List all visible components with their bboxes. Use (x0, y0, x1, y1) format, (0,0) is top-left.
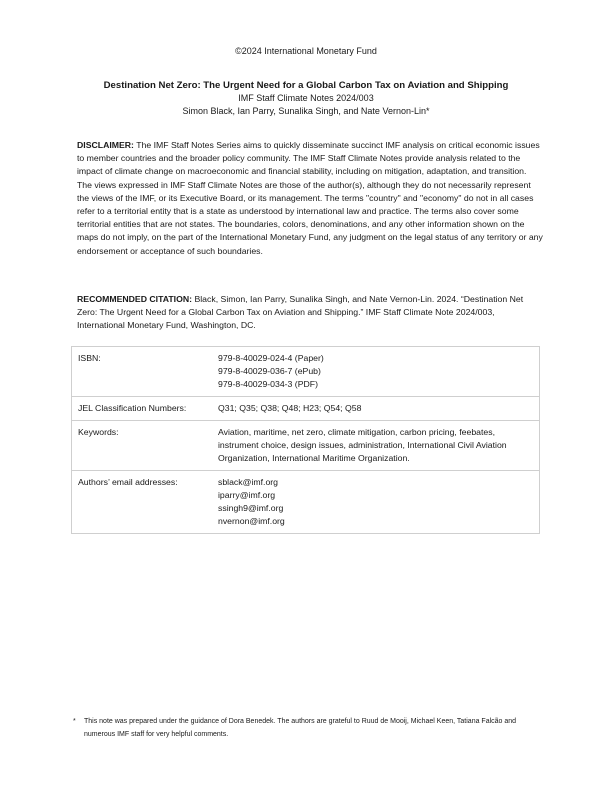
email-link[interactable]: sblack@imf.org (218, 477, 278, 487)
table-row-isbn (72, 347, 540, 397)
disclaimer-text: The IMF Staff Notes Series aims to quickly disseminate succinct IMF analysis on critical economic issues to member countries and the broader policy community. The IMF Staff Climate Notes provide analysis related to the impact of climate change on macroeconomic and financial stability, including on mitigation, adaptation, and transition. The views expressed in IMF Staff Climate Notes are those of the author(s), although they do not necessarily represent the views of the IMF, or its Executive Board, or its management. The terms "country" and "economy" do not in all cases refer to a territorial entity that is a state as understood by international law and practice. The terms also cover some territorial entities that are not states. The boundaries, colors, denominations, and any other information shown on the maps do not imply, on the part of the International Monetary Fund, any judgment on the legal status of any territory or any endorsement or acceptance of such boundaries. (77, 140, 543, 256)
document-title: Destination Net Zero: The Urgent Need for a Global Carbon Tax on Aviation and Shipping (103, 80, 509, 91)
metadata-table (71, 346, 540, 534)
jel-label: JEL Classification Numbers: (72, 397, 213, 421)
isbn-pdf: 979-8-40029-034-3 (PDF) (218, 379, 318, 389)
table-row-keywords (72, 421, 540, 471)
table-row-emails (72, 471, 540, 534)
isbn-values (212, 347, 540, 397)
footnote (73, 716, 543, 741)
emails-values (212, 471, 540, 534)
title-block (0, 79, 612, 118)
jel-value: Q31; Q35; Q38; Q48; H23; Q54; Q58 (212, 397, 540, 421)
series-number: IMF Staff Climate Notes 2024/003 (238, 93, 374, 103)
citation-paragraph (77, 293, 543, 333)
email-link[interactable]: ssingh9@imf.org (218, 503, 284, 513)
citation-label: RECOMMENDED CITATION: (77, 294, 193, 304)
footnote-text: This note was prepared under the guidance of Dora Benedek. The authors are grateful to Ruud de Mooij, Michael Keen, Tatiana Falcão and numerous IMF staff for very helpful comments. (84, 718, 517, 738)
email-link[interactable]: iparry@imf.org (218, 490, 276, 500)
emails-label: Authors’ email addresses: (72, 471, 213, 534)
author-list: Simon Black, Ian Parry, Sunalika Singh, and Nate Vernon-Lin* (182, 106, 430, 116)
email-link[interactable]: nvernon@imf.org (218, 516, 285, 526)
keywords-value: Aviation, maritime, net zero, climate mitigation, carbon pricing, feebates, instrument choice, design issues, administration, International Civil Aviation Organization, International Maritime Organization. (212, 421, 540, 471)
disclaimer-paragraph (77, 139, 543, 258)
table-row-jel (72, 397, 540, 421)
copyright-notice: ©2024 International Monetary Fund (235, 46, 377, 56)
disclaimer-label: DISCLAIMER: (77, 140, 134, 150)
isbn-label: ISBN: (72, 347, 213, 397)
keywords-label: Keywords: (72, 421, 213, 471)
isbn-epub: 979-8-40029-036-7 (ePub) (218, 366, 321, 376)
citation-text: Black, Simon, Ian Parry, Sunalika Singh, and Nate Vernon-Lin. 2024. “Destination Net Zero: The Urgent Need for a Global Carbon Tax on Aviation and Shipping.” IMF Staff Climate Note 2024/003, International Monetary Fund, Washington, DC. (77, 294, 524, 331)
footnote-mark: * (73, 718, 76, 725)
isbn-paper: 979-8-40029-024-4 (Paper) (218, 353, 324, 363)
